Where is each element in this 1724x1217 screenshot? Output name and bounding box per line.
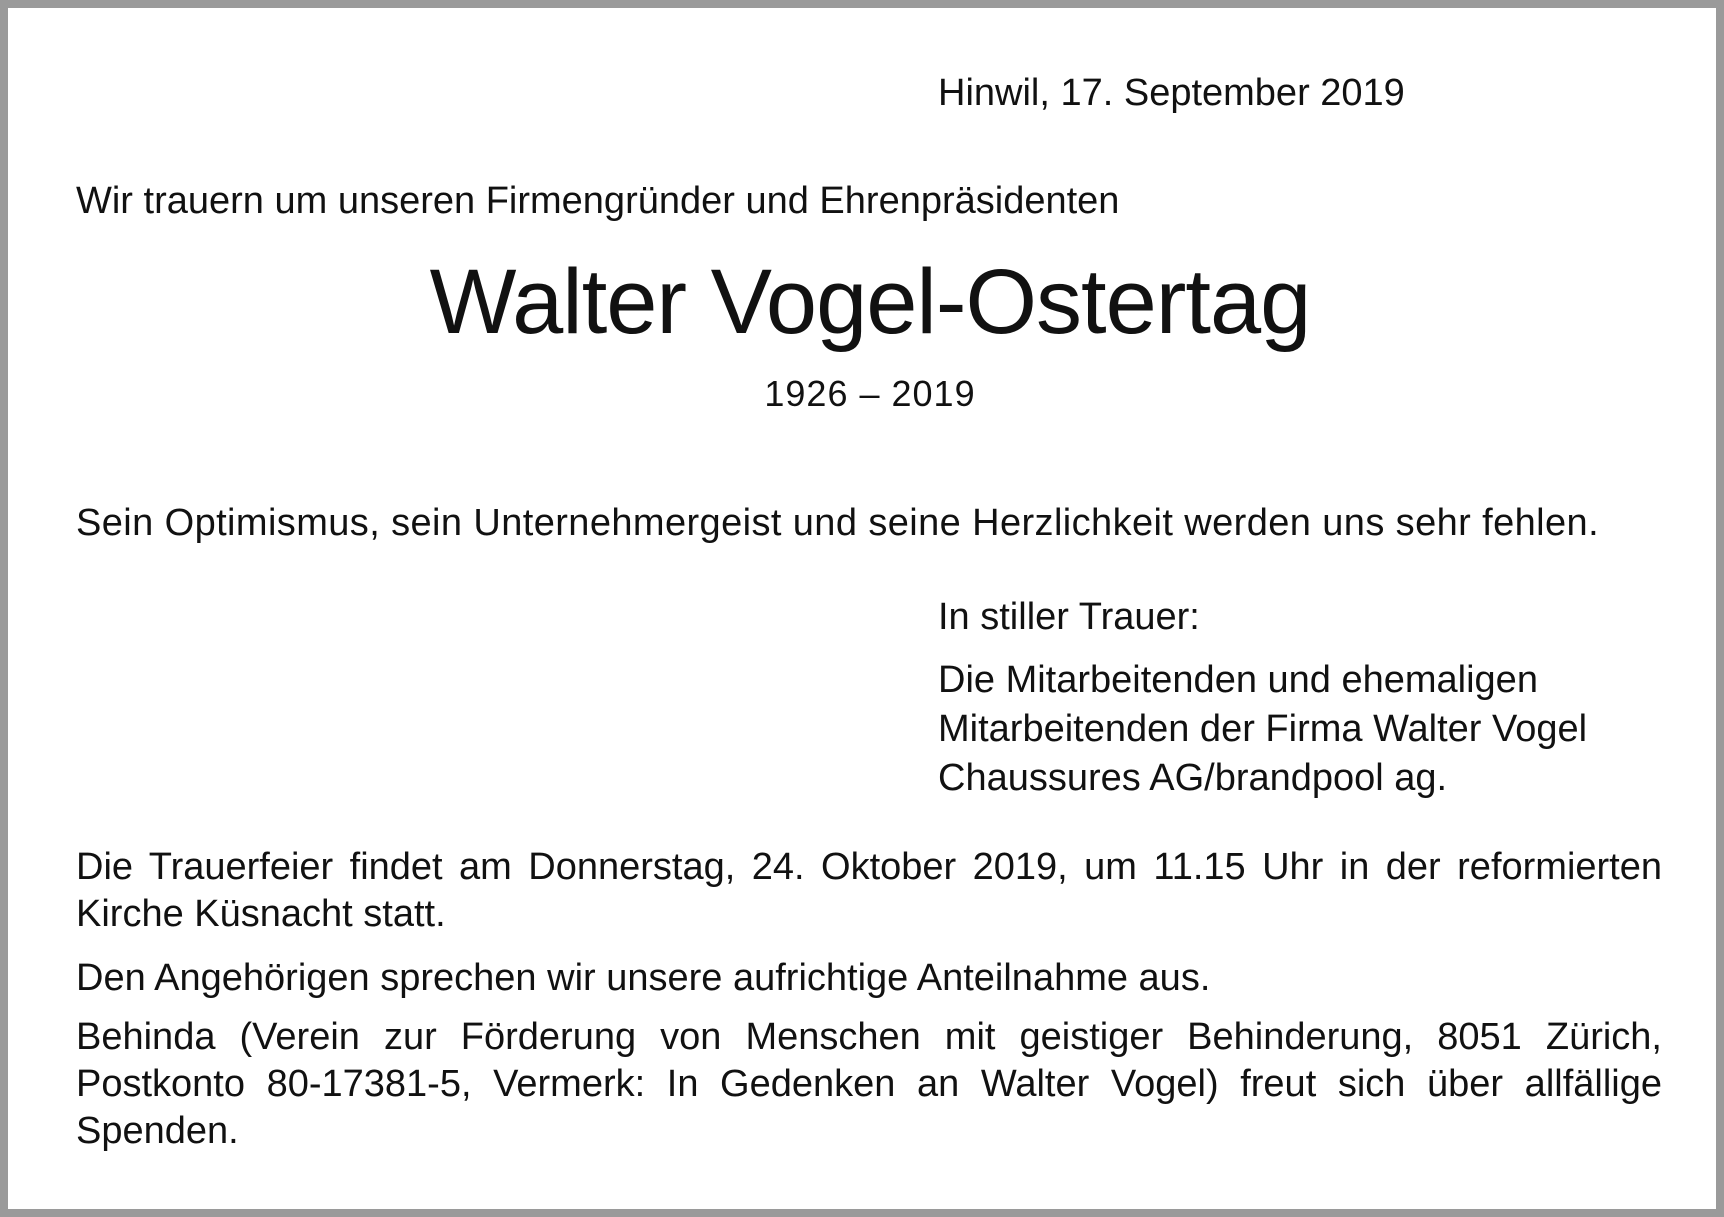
signatory-line: Mitarbeitenden der Firma Walter Vogel [938,708,1588,750]
intro-line: Wir trauern um unseren Firmengründer und Ehrenpräsidenten [76,180,1120,222]
signatory-block [938,656,1587,803]
ceremony-line: Die Trauerfeier findet am Donnerstag, 24. Oktober 2019, um 11.15 Uhr in der reformierten [76,846,1662,888]
life-years: 1926 – 2019 [764,373,976,414]
ceremony-line: Kirche Küsnacht statt. [76,893,446,935]
deceased-name: Walter Vogel-Ostertag [429,251,1311,353]
place-date: Hinwil, 17. September 2019 [938,72,1405,114]
signatory-line: Die Mitarbeitenden und ehemaligen [938,659,1538,701]
condolence-line: Den Angehörigen sprechen wir unsere aufrichtige Anteilnahme aus. [76,957,1211,999]
donation-line: Postkonto 80-17381-5, Vermerk: In Gedenken an Walter Vogel) freut sich über allfällige [76,1063,1662,1105]
signatory-line: Chaussures AG/brandpool ag. [938,757,1448,799]
ceremony-paragraph [76,844,1662,938]
donation-paragraph [76,1014,1662,1155]
donation-line: Spenden. [76,1110,239,1152]
tribute-text: Sein Optimismus, sein Unternehmergeist und seine Herzlichkeit werden uns sehr fehlen. [76,502,1600,544]
mourning-label: In stiller Trauer: [938,596,1200,638]
donation-line: Behinda (Verein zur Förderung von Menschen mit geistiger Behinderung, 8051 Zürich, [76,1016,1662,1058]
condolence-paragraph [76,955,1662,1002]
